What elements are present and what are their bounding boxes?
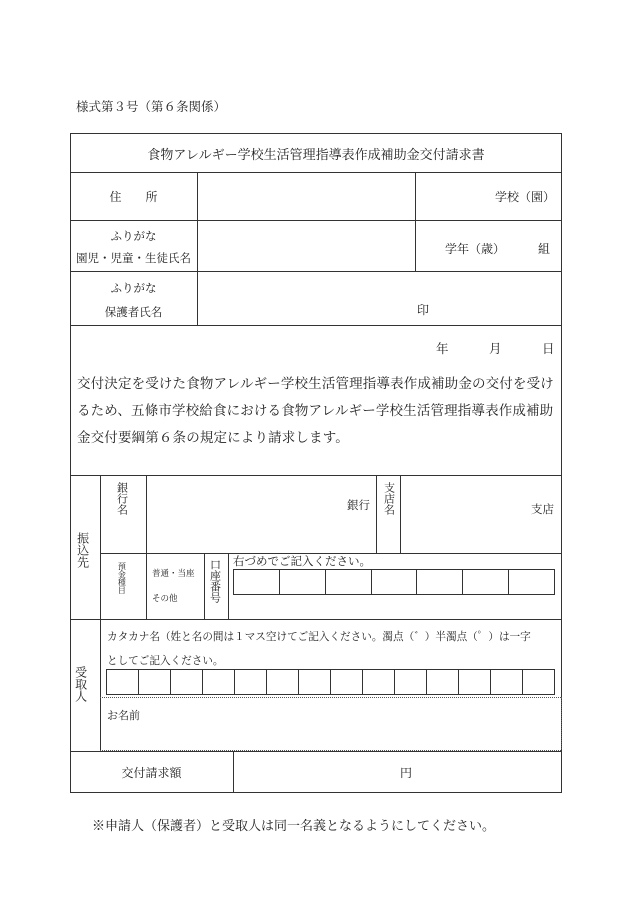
katakana-cell[interactable] — [522, 670, 554, 694]
account-number-boxes[interactable] — [233, 569, 555, 595]
column-divider — [228, 553, 229, 619]
column-divider — [146, 553, 147, 619]
katakana-cell[interactable] — [234, 670, 266, 694]
address-label: 住 所 — [109, 190, 158, 204]
bank-suffix: 銀行 — [347, 498, 370, 512]
column-divider — [204, 553, 205, 619]
katakana-note-line: としてご記入ください。 — [107, 655, 224, 667]
account-type-option-1[interactable]: 普通・当座 — [152, 569, 195, 579]
account-number-cell[interactable] — [279, 570, 325, 594]
body-text-line: 金交付要綱第６条の規定により請求します。 — [77, 430, 349, 446]
amount-field[interactable] — [234, 752, 561, 792]
address-field[interactable] — [198, 173, 414, 219]
body-text-line: 交付決定を受けた食物アレルギー学校生活管理指導表作成補助金の交付を受け — [77, 376, 554, 392]
guardian-furigana-label: ふりがな — [110, 281, 157, 295]
katakana-cell[interactable] — [107, 670, 138, 694]
account-number-cell[interactable] — [462, 570, 508, 594]
row-divider — [70, 325, 562, 326]
recipient-name-label: お名前 — [107, 709, 140, 722]
class-label: 組 — [538, 242, 551, 256]
date-day: 日 — [542, 341, 555, 356]
seal-mark: 印 — [417, 303, 430, 317]
katakana-cell[interactable] — [138, 670, 170, 694]
row-divider — [70, 619, 562, 620]
katakana-cell[interactable] — [202, 670, 234, 694]
account-type-label: 預金種目 — [117, 562, 127, 594]
guardian-name-label: 保護者氏名 — [104, 305, 163, 319]
katakana-cell[interactable] — [458, 670, 490, 694]
recipient-section-label: 受取人 — [73, 666, 88, 702]
katakana-cell[interactable] — [170, 670, 202, 694]
transfer-section-label: 振込先 — [75, 532, 90, 568]
form-title: 食物アレルギー学校生活管理指導表作成補助金交付請求書 — [147, 148, 485, 163]
katakana-note-line: カタカナ名（姓と名の間は１マス空けてご記入ください。濁点（゛）半濁点（゜）は一字 — [107, 631, 531, 643]
katakana-cell[interactable] — [362, 670, 394, 694]
grade-label: 学年（歳） — [445, 242, 506, 256]
footer-note: ※申請人（保護者）と受取人は同一名義となるようにしてください。 — [92, 819, 496, 834]
body-text-line: るため、五條市学校給食における食物アレルギー学校生活管理指導表作成補助 — [77, 403, 554, 419]
katakana-cell[interactable] — [426, 670, 458, 694]
date-month: 月 — [489, 341, 502, 356]
katakana-cell[interactable] — [490, 670, 522, 694]
amount-unit: 円 — [400, 766, 413, 780]
account-number-cell[interactable] — [325, 570, 371, 594]
recipient-name-area[interactable] — [100, 697, 561, 751]
date-year: 年 — [436, 341, 449, 356]
katakana-cell[interactable] — [298, 670, 330, 694]
branch-name-label: 支店名 — [382, 482, 396, 515]
student-furigana-label: ふりがな — [110, 229, 157, 243]
bank-name-field[interactable] — [147, 476, 375, 552]
column-divider — [415, 172, 416, 271]
account-number-cell[interactable] — [508, 570, 554, 594]
recipient-name-area-edge — [561, 697, 562, 749]
bank-name-label: 銀行名 — [115, 482, 129, 515]
student-name-label: 園児・児童・生徒氏名 — [76, 251, 191, 265]
account-number-cell[interactable] — [416, 570, 462, 594]
katakana-cell[interactable] — [266, 670, 298, 694]
amount-label: 交付請求額 — [121, 766, 182, 780]
katakana-cell[interactable] — [330, 670, 362, 694]
account-number-cell[interactable] — [371, 570, 417, 594]
student-name-field[interactable] — [198, 221, 414, 270]
katakana-name-boxes[interactable] — [106, 669, 555, 695]
katakana-cell[interactable] — [394, 670, 426, 694]
account-note: 右づめでご記入ください。 — [233, 554, 371, 568]
account-number-cell[interactable] — [234, 570, 279, 594]
account-type-option-2[interactable]: その他 — [152, 594, 178, 604]
account-number-label: 口座番号 — [208, 559, 222, 603]
form-number: 様式第３号（第６条関係） — [76, 99, 227, 114]
school-label: 学校（園） — [495, 190, 556, 204]
branch-suffix: 支店 — [531, 502, 554, 516]
column-divider — [376, 475, 377, 553]
guardian-name-field[interactable] — [198, 272, 561, 324]
